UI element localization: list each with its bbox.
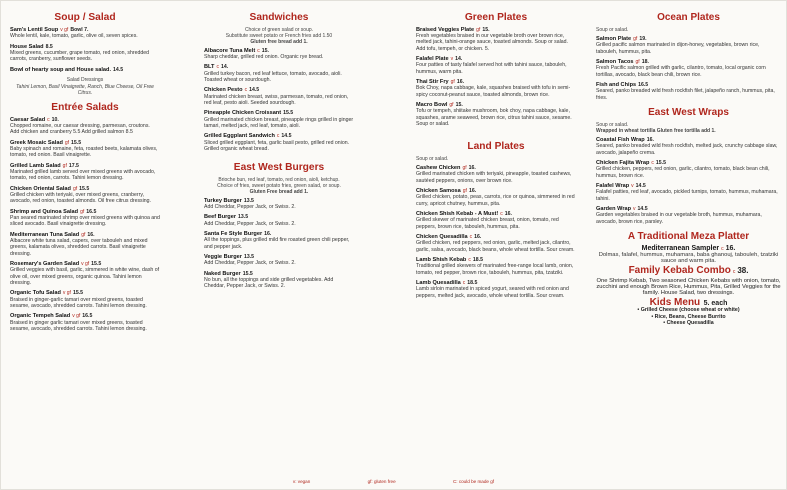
item-desc: Pan seared marinated shrimp over mixed greens with quinoa and sliced avocado. Basil vinaigrette dressing. bbox=[10, 215, 160, 228]
legend-could-be-gf: C: could be made gf bbox=[452, 479, 495, 484]
item-name: Salmon Tacos bbox=[596, 59, 634, 66]
menu-item bbox=[204, 64, 354, 83]
item-name: Bowl of hearty soup and House salad. bbox=[10, 66, 112, 73]
kebab-combo-desc: One Shrimp Kebab, Two seasoned Chicken Kebabs with onion, tomato, zucchini and enough Brown Rice, Hummus, Pita, Grilled Veggies for the family. House Salad, two dressings. bbox=[596, 277, 781, 297]
item-desc: Add Cheddar, Pepper Jack, or Swiss. 2. bbox=[204, 260, 296, 267]
item-price: 18.5 bbox=[472, 257, 483, 264]
menu-item bbox=[10, 313, 160, 332]
item-desc: Fresh vegetables braised in our vegetable broth over brown rice, melted jack, tahini-orange sauce, toasted almonds. Soup or salad. Add tofu, tempeh, or chicken. 5. bbox=[416, 33, 568, 52]
item-tag: c bbox=[468, 257, 471, 264]
menu-item bbox=[204, 87, 354, 106]
item-price: 17.5 bbox=[68, 163, 79, 169]
item-name: Beef Burger bbox=[204, 214, 237, 221]
item-desc: Marinated chicken breast, swiss, parmesan, tomato, red onion, red leaf, pesto aioli. Seeded sourdough. bbox=[204, 93, 349, 106]
item-desc: Braised in ginger-garlic tamari over mixed greens, toasted sesame, avocado, shredded carrots. Tahini lemon dressing. bbox=[10, 296, 147, 309]
item-price: 16. bbox=[646, 137, 654, 144]
item-desc: Add Cheddar, Pepper Jack, or Swiss. 2. bbox=[204, 203, 296, 210]
item-desc: Seared, panko breaded wild fresh rockfish filet, jalapeño ranch, hummus, pita, fries. bbox=[596, 88, 775, 101]
menu-item bbox=[10, 117, 160, 136]
item-name: Caesar Salad bbox=[10, 117, 46, 123]
item-desc: Chopped romaine, our caesar dressing, parmesan, croutons. Add chicken and cranberry 5.5 Add grilled salmon 8.5 bbox=[10, 123, 150, 136]
item-price: 15.5 bbox=[79, 186, 90, 192]
menu-item bbox=[416, 56, 576, 75]
item-name: Mediterranean Sampler bbox=[641, 244, 720, 252]
burgers-meta-3: Gluten Free bread add 1. bbox=[249, 189, 309, 196]
item-tag: c bbox=[469, 234, 473, 241]
item-tag: gf bbox=[81, 232, 86, 238]
item-tag: v bbox=[450, 56, 454, 63]
land-plates-heading: Land Plates bbox=[467, 141, 525, 153]
green-plates-heading: Green Plates bbox=[464, 12, 528, 23]
item-name: Organic Tofu Salad bbox=[10, 290, 61, 297]
item-desc: Grilled chicken with teriyaki, over mixed greens, cranberry, avocado, red onion, toasted almonds. Oil free citrus dressing. bbox=[10, 192, 152, 205]
item-desc: Grilled turkey bacon, red leaf lettuce, tomato, avocado, aioli. Toasted wheat or sourdough. bbox=[204, 70, 342, 83]
item-desc: Grilled marinated chicken with teriyaki, pineapple, toasted cashews, sautéed peppers, onions, over brown rice. bbox=[416, 171, 572, 184]
menu-item bbox=[204, 48, 354, 60]
item-tag: c bbox=[257, 47, 260, 54]
item-price: 14.5 bbox=[635, 183, 646, 190]
item-name: Chicken Samosa bbox=[416, 188, 461, 195]
item-price: 15.5 bbox=[91, 261, 102, 268]
item-desc: Whole lentil, kale, tomato, garlic, olive oil, seven spices. bbox=[10, 33, 138, 40]
item-name: Chicken Pesto bbox=[204, 87, 243, 94]
item-name: Falafel Plate bbox=[416, 56, 449, 63]
item-tag: c bbox=[721, 245, 724, 252]
legend-vegan: v: vegan bbox=[292, 479, 311, 484]
item-tag: c bbox=[216, 64, 219, 71]
item-price: 16. bbox=[468, 165, 476, 172]
item-name: Albacore Tuna Melt bbox=[204, 47, 256, 54]
item-name: Naked Burger bbox=[204, 271, 241, 278]
item-price: 15.5 bbox=[655, 160, 666, 167]
item-desc: Grilled chicken, potato, peas, carrots, rice or quinoa, simmered in red curry, apricot chutney, hummus, pita. bbox=[416, 194, 575, 207]
item-desc: Grilled chicken, peppers, red onion, garlic, cilantro, tomato, black bean chili, hummus, brown rice. bbox=[596, 166, 770, 179]
item-price: 16. bbox=[725, 244, 736, 252]
menu-item bbox=[204, 231, 354, 250]
menu-item bbox=[596, 206, 781, 225]
menu-item bbox=[596, 137, 781, 156]
item-price: 13.5 bbox=[238, 214, 249, 221]
menu-item bbox=[416, 27, 576, 52]
menu-item bbox=[416, 234, 576, 253]
item-name: Mediterranean Tuna Salad bbox=[10, 232, 80, 238]
dressings-title: Salad Dressings bbox=[66, 77, 104, 84]
item-desc: Sharp cheddar, grilled red onion. Organic rye bread. bbox=[204, 53, 324, 60]
kebab-combo-heading: Family Kebab Combo bbox=[628, 265, 731, 277]
item-tag: gf bbox=[476, 27, 481, 33]
item-tag: c bbox=[244, 87, 248, 94]
item-price: 14. bbox=[220, 64, 229, 71]
item-price: 16. bbox=[456, 79, 465, 86]
item-name: Santa Fe Style Burger bbox=[204, 231, 263, 238]
item-tag: gf bbox=[462, 165, 467, 172]
menu-item bbox=[10, 209, 160, 228]
item-name: Sam's Lentil Soup bbox=[10, 27, 59, 33]
menu-item bbox=[204, 110, 354, 129]
item-desc: Tofu or tempeh, shiitake mushroom, bok choy, napa cabbage, kale, squashes, arame seaweed, brown rice, citrus tahini sauce, sesame. Soup or salad. bbox=[416, 108, 572, 127]
item-name: Grilled Eggplant Sandwich bbox=[204, 133, 275, 140]
item-desc: Grilled chicken, red peppers, red onion, garlic, melted jack, cilantro, garlic, salsa, avocado, black beans, whole wheat tortilla. Sour cream. bbox=[416, 240, 575, 253]
item-price: 14.5 bbox=[637, 206, 648, 213]
item-desc: Marinated grilled lamb served over mixed greens with avocado, tomato, red onion, carrots. Tahini lemon dressing. bbox=[10, 169, 156, 182]
menu-item bbox=[204, 198, 354, 210]
item-tag: gf bbox=[62, 163, 67, 169]
entree-salads-heading: Entrée Salads bbox=[51, 102, 119, 113]
sandwiches-meta-3: Gluten free bread add 1. bbox=[250, 39, 308, 46]
item-tag: v gf bbox=[72, 313, 81, 320]
item-name: Rosemary's Garden Salad bbox=[10, 261, 80, 268]
burgers-meta-2: Choice of fries, sweet potato fries, green salad, or soup. bbox=[217, 183, 341, 190]
menu-item bbox=[416, 280, 576, 299]
item-tag: gf bbox=[449, 102, 454, 109]
item-name: Cashew Chicken bbox=[416, 165, 461, 172]
item-desc: Grilled marinated chicken breast, pineapple rings grilled in ginger tamari, melted jack, red leaf, tomato, aioli. bbox=[204, 116, 354, 129]
sandwiches-meta-2: Substitute sweet potato or French fries add 1.50 bbox=[225, 33, 333, 40]
item-tag: v bbox=[631, 183, 634, 190]
item-desc: Garden vegetables braised in our vegetable broth, hummus, muhamara, avocado, brown rice, parsley. bbox=[596, 212, 762, 225]
item-name: Chicken Fajita Wrap bbox=[596, 160, 650, 167]
dressings-list: Tahini Lemon, Basil Vinaigrette, Ranch, Blue Cheese, Oil Free Citrus. bbox=[16, 83, 154, 96]
item-price: 18.5 bbox=[467, 280, 478, 287]
item-name: Thai Stir Fry bbox=[416, 79, 449, 86]
ocean-plates-heading: Ocean Plates bbox=[657, 12, 720, 23]
item-tag: c bbox=[732, 269, 736, 276]
item-price: 13.5 bbox=[243, 197, 254, 204]
legend-gluten-free: gf: gluten free bbox=[367, 479, 396, 484]
item-desc: Albacore white tuna salad, capers, over tabouleh and mixed greens, kalamata olives, shredded carrots. Basil vinaigrette dressing. bbox=[10, 238, 148, 257]
item-desc: Sliced grilled eggplant, feta, garlic basil pesto, grilled red onion. Grilled organic wheat bread. bbox=[204, 139, 350, 152]
column-3 bbox=[416, 6, 576, 303]
item-name: Pineapple Chicken Croissant bbox=[204, 110, 282, 117]
item-price: 16. bbox=[87, 232, 95, 238]
menu-item bbox=[596, 183, 781, 202]
item-price: 15.5 bbox=[283, 110, 294, 117]
sandwiches-meta bbox=[204, 27, 354, 46]
item-price: 14.5 bbox=[249, 87, 260, 94]
kids-item: • Grilled Cheese (choose wheat or white) bbox=[637, 307, 740, 314]
meza-item bbox=[596, 246, 781, 265]
item-price: 13.5 bbox=[243, 254, 255, 261]
item-tag: gf bbox=[462, 188, 467, 195]
kids-menu-price: 5. each bbox=[703, 300, 728, 308]
item-name: Falafel Wrap bbox=[596, 183, 630, 190]
column-4 bbox=[596, 6, 781, 326]
wraps-heading: East West Wraps bbox=[648, 106, 729, 118]
burgers-heading: East West Burgers bbox=[233, 162, 325, 174]
item-name: Turkey Burger bbox=[204, 197, 242, 204]
menu-item bbox=[596, 160, 781, 179]
kebab-combo-price: 38. bbox=[737, 266, 749, 276]
item-desc: All the toppings, plus grilled mild fire roasted green chili pepper, and pepper jack. bbox=[204, 237, 350, 250]
item-tag: c bbox=[651, 160, 654, 167]
item-desc: Baby spinach and romaine, feta, roasted beets, kalamata olives, tomato, red onion. Basil vinaigrette. bbox=[10, 146, 158, 159]
item-tag: gf bbox=[72, 186, 78, 192]
land-plates-meta: Soup or salad. bbox=[416, 156, 449, 163]
item-name: Chicken Oriental Salad bbox=[10, 186, 71, 192]
item-name: Lamb Quesadilla bbox=[416, 280, 461, 287]
ocean-plates-meta: Soup or salad. bbox=[596, 27, 629, 33]
menu-item bbox=[10, 186, 160, 205]
item-name: Braised Veggies Plate bbox=[416, 27, 475, 33]
item-name: Lamb Shish Kebab bbox=[416, 257, 467, 264]
item-tag: v gf bbox=[62, 290, 71, 297]
meza-heading: A Traditional Meza Platter bbox=[627, 230, 750, 242]
column-1 bbox=[10, 6, 160, 336]
item-price: 19. bbox=[639, 36, 647, 43]
item-tag: c bbox=[276, 133, 280, 140]
item-price: 16. bbox=[264, 231, 272, 238]
kids-item: • Rice, Beans, Cheese Burrito bbox=[651, 313, 726, 320]
item-desc: Add Cheddar, Pepper Jack, or Swiss. 2. bbox=[204, 220, 296, 227]
item-price: 15.5 bbox=[242, 271, 253, 278]
item-desc: Grilled veggies with basil, garlic, simmered in white wine, dash of olive oil, over mixed greens, organic quinoa. Tahini lemon dressing. bbox=[10, 267, 160, 286]
item-desc: Fresh Pacific salmon grilled with garlic, cilantro, tomato, local organic corn tortillas, avocado, black bean chili, brown rice. bbox=[596, 65, 766, 78]
menu-item bbox=[596, 36, 781, 55]
item-price: 16.5 bbox=[638, 82, 649, 89]
menu-item bbox=[10, 290, 160, 309]
menu-item bbox=[10, 140, 160, 159]
item-price: 14.5 bbox=[281, 133, 292, 140]
menu-item bbox=[596, 82, 781, 101]
menu-item bbox=[10, 44, 160, 63]
menu-item bbox=[10, 163, 160, 182]
item-tag: c bbox=[462, 280, 466, 287]
item-price: 15. bbox=[482, 27, 490, 33]
menu-item bbox=[416, 188, 576, 207]
item-tag: c bbox=[47, 117, 50, 123]
burgers-meta-1: Brioche bun, red leaf, tomato, red onion, aioli, ketchup. bbox=[218, 177, 340, 184]
kids-menu-heading: Kids Menu bbox=[649, 297, 701, 309]
menu-item bbox=[416, 257, 576, 276]
item-tag: gf bbox=[635, 59, 640, 66]
item-name: Organic Tempeh Salad bbox=[10, 313, 71, 320]
item-name: BLT bbox=[204, 64, 215, 71]
wraps-meta-1: Soup or salad. bbox=[596, 121, 629, 128]
item-name: Chicken Shish Kebab - A Must! bbox=[416, 211, 499, 218]
item-name: Greek Mosaic Salad bbox=[10, 140, 63, 146]
menu-item bbox=[204, 271, 354, 290]
menu-item bbox=[10, 67, 160, 73]
item-price: Bowl 7. bbox=[70, 27, 89, 33]
item-desc: Dolmas, falafel, hummus, muhamara, baba ghanouj, tabouleh, tzatziki sauce and warm pita. bbox=[598, 252, 779, 265]
item-price: 16. bbox=[474, 234, 482, 241]
item-name: Salmon Plate bbox=[596, 36, 632, 43]
item-desc: Traditional grilled skewers of marinated free-range local lamb, onion, tomato, red pepper, brown rice, tabouleh, hummus, pita, tzatziki. bbox=[416, 263, 574, 276]
item-price: 15.5 bbox=[72, 290, 84, 297]
item-price: 15. bbox=[455, 102, 463, 109]
item-tag: gf bbox=[450, 79, 455, 86]
item-price: 14.5 bbox=[113, 66, 124, 73]
item-desc: Falafel patties, red leaf, avocado, pickled turnips, tomato, hummus, muhamara, tahini. bbox=[596, 189, 778, 202]
item-name: Shrimp and Quinoa Salad bbox=[10, 209, 79, 215]
item-price: 15. bbox=[261, 47, 269, 54]
item-name: Garden Wrap bbox=[596, 206, 632, 213]
menu-item bbox=[10, 27, 160, 39]
item-desc: No bun, all the toppings and side grilled vegetables. Add Cheddar, Pepper Jack, or Swiss. 2. bbox=[204, 277, 334, 290]
item-tag: v gf bbox=[81, 261, 90, 268]
item-desc: Bok Choy, napa cabbage, kale, squashes braised with tofu in semi-spicy coconut-peanut sauce, toasted almonds, brown rice. bbox=[416, 85, 571, 98]
item-desc: Braised in ginger garlic tamari over mixed greens, toasted sesame, avocado, shredded carrots. Tahini lemon dressing. bbox=[10, 319, 147, 332]
menu-item bbox=[204, 214, 354, 226]
item-name: Veggie Burger bbox=[204, 254, 242, 261]
item-price: 16. bbox=[468, 188, 477, 195]
item-name: Coastal Fish Wrap bbox=[596, 137, 645, 144]
item-tag: gf bbox=[80, 209, 85, 215]
item-price: 16.5 bbox=[82, 313, 93, 320]
item-tag: v gf bbox=[60, 27, 69, 33]
menu-item bbox=[416, 102, 576, 127]
item-price: 15.5 bbox=[71, 140, 82, 146]
menu-item bbox=[416, 79, 576, 98]
wraps-meta-2: Wrapped in wheat tortilla Gluten free tortilla add 1. bbox=[596, 128, 716, 135]
item-tag: gf bbox=[64, 140, 70, 146]
menu-item bbox=[416, 165, 576, 184]
item-tag: v bbox=[633, 206, 636, 213]
burgers-meta bbox=[204, 177, 354, 196]
kids-menu bbox=[596, 297, 781, 326]
item-name: Fish and Chips bbox=[596, 82, 637, 89]
item-desc: Four patties of tasty falafel served hot with tahini sauce, tabouleh, hummus, warm pita. bbox=[416, 62, 567, 75]
kids-menu-header bbox=[596, 297, 781, 309]
kids-item: • Cheese Quesadilla bbox=[663, 319, 714, 326]
soup-salad-heading: Soup / Salad bbox=[54, 12, 116, 23]
sandwiches-meta-1: Choice of green salad or soup. bbox=[244, 27, 314, 33]
column-2 bbox=[204, 6, 354, 294]
menu-item bbox=[10, 232, 160, 257]
item-desc: Seared, panko breaded wild fresh rockfish, melted jack, crunchy cabbage slaw, avocado, jalapeño crema. bbox=[596, 143, 778, 156]
item-name: Chicken Quesadilla bbox=[416, 234, 468, 241]
menu-item bbox=[204, 254, 354, 266]
menu-item bbox=[416, 211, 576, 230]
sandwiches-heading: Sandwiches bbox=[249, 12, 309, 23]
item-tag: c bbox=[500, 211, 503, 218]
item-name: Grilled Lamb Salad bbox=[10, 163, 61, 169]
item-price: 16. bbox=[504, 211, 512, 218]
menu-item bbox=[596, 59, 781, 78]
item-tag: gf bbox=[633, 36, 638, 43]
item-desc: Lamb sirloin marinated in spiced yogurt, seared with red onion and peppers, melted jack, avocado, whole wheat tortilla. Sour cream. bbox=[416, 286, 569, 299]
item-name: Macro Bowl bbox=[416, 102, 448, 109]
item-price: 10. bbox=[51, 117, 59, 123]
item-price: 8.5 bbox=[45, 43, 53, 50]
kebab-combo-header bbox=[596, 265, 781, 277]
item-name: House Salad bbox=[10, 43, 44, 50]
menu-item bbox=[10, 261, 160, 286]
item-desc: Mixed greens, cucumber, grape tomato, red onion, shredded carrots, cranberry, sunflower seeds. bbox=[10, 50, 149, 63]
item-price: 16.5 bbox=[86, 209, 97, 215]
item-desc: Grilled pacific salmon marinated in dijon-honey, vegetables, brown rice, tabouleh, hummus, pita. bbox=[596, 42, 760, 55]
item-desc: Grilled skewer of marinated chicken breast, onion, tomato, red peppers, brown rice, tabouleh, hummus, pita. bbox=[416, 217, 559, 230]
legend-footer bbox=[0, 479, 787, 484]
item-price: 18. bbox=[641, 59, 649, 66]
menu-item bbox=[204, 133, 354, 152]
item-price: 14. bbox=[455, 56, 463, 63]
